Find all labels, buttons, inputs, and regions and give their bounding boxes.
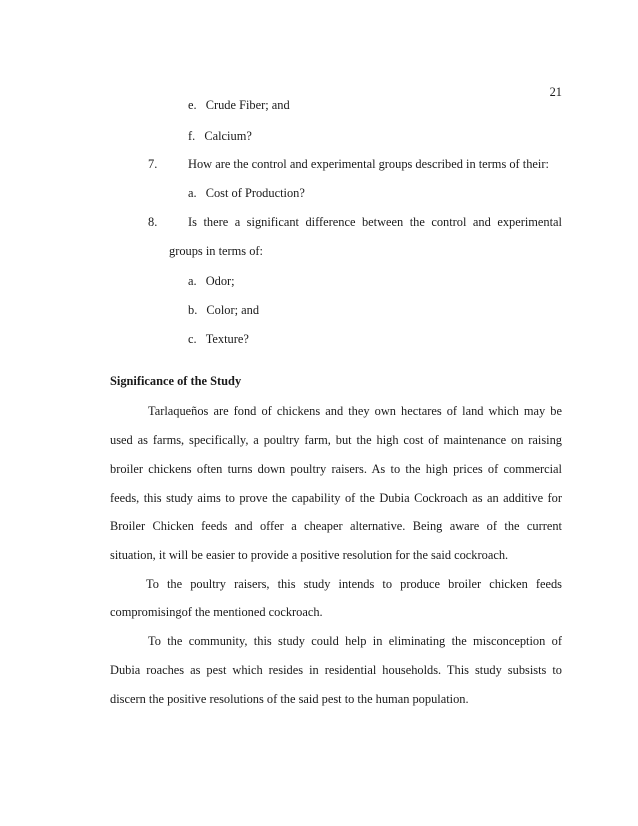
list-item-text: Odor; [205, 274, 235, 288]
list-item-text: Calcium? [204, 129, 252, 143]
page-number: 21 [549, 85, 562, 99]
list-item-text: Crude Fiber; and [205, 98, 290, 112]
list-item-text: Color; and [206, 303, 260, 317]
list-marker: c. [188, 332, 197, 346]
paragraph-line: Tarlaqueños are fond of chickens and they own hectares of land which may be [148, 404, 562, 418]
list-item [188, 273, 235, 289]
paragraph-line: Dubia roaches as pest which resides in residential households. This study subsists to [110, 663, 562, 677]
list-item [188, 331, 249, 347]
list-marker: e. [188, 98, 197, 112]
list-marker: f. [188, 129, 196, 143]
paragraph-line: used as farms, specifically, a poultry farm, but the high cost of maintenance on raising [110, 433, 562, 447]
question-number: 8. [148, 215, 158, 229]
list-item [188, 128, 252, 144]
list-marker: a. [188, 186, 197, 200]
list-marker: b. [188, 303, 198, 317]
section-heading: Significance of the Study [110, 374, 242, 388]
paragraph-line: Broiler Chicken feeds and offer a cheaper alternative. Being aware of the current [110, 519, 562, 533]
question-number: 7. [148, 157, 158, 171]
list-item-text: Texture? [205, 332, 249, 346]
list-item-text: Cost of Production? [205, 186, 305, 200]
list-item [188, 97, 290, 113]
paragraph-line: compromisingof the mentioned cockroach. [110, 605, 323, 619]
paragraph-line: To the community, this study could help in eliminating the misconception of [148, 634, 562, 648]
list-marker: a. [188, 274, 197, 288]
list-item [188, 185, 305, 201]
paragraph-line: To the poultry raisers, this study intends to produce broiler chicken feeds [146, 577, 562, 591]
paragraph-line: situation, it will be easier to provide a positive resolution for the said cockroach. [110, 548, 509, 562]
question-text: Is there a significant difference between the control and experimental [188, 215, 562, 229]
question-text-continuation: groups in terms of: [169, 244, 263, 258]
paragraph-line: discern the positive resolutions of the said pest to the human population. [110, 692, 469, 706]
paragraph-line: feeds, this study aims to prove the capability of the Dubia Cockroach as an additive for [110, 491, 562, 505]
paragraph-line: broiler chickens often turns down poultry raisers. As to the high prices of commercial [110, 462, 562, 476]
list-item [188, 302, 259, 318]
question-text: How are the control and experimental groups described in terms of their: [188, 157, 549, 171]
